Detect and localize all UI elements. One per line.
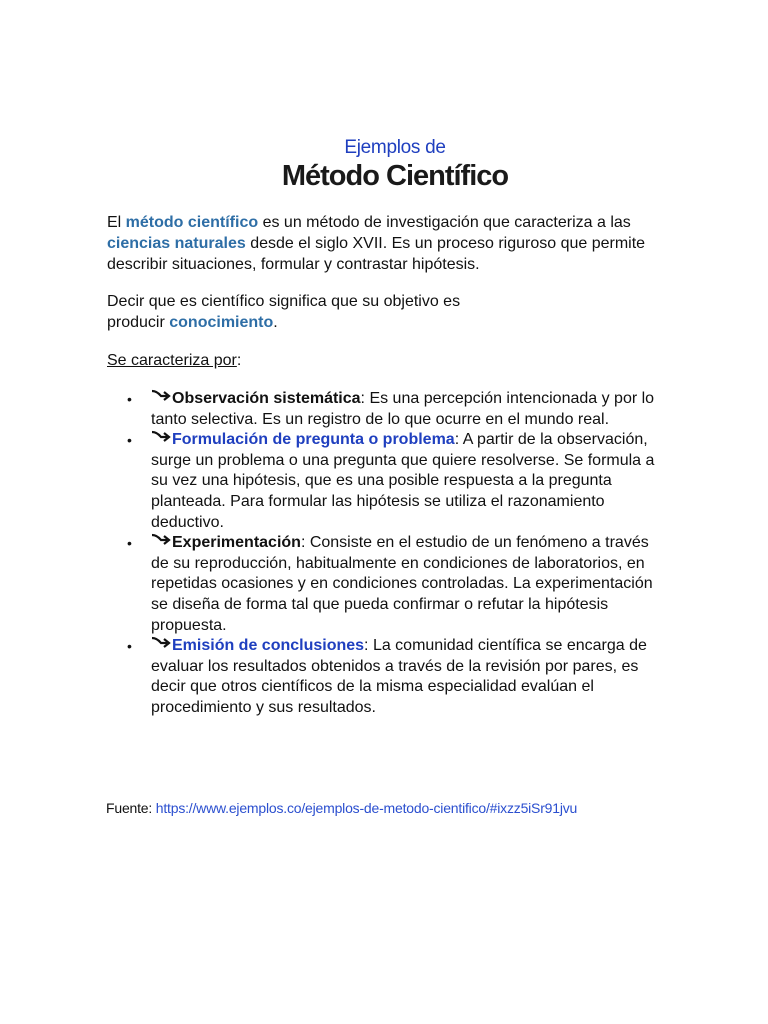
document-title: Método Científico [281, 160, 509, 192]
intro-text: Decir que es científico significa que su objetivo es producir [107, 293, 461, 331]
item-term: Emisión de conclusiones [172, 637, 365, 655]
intro-text: desde el siglo XVII. Es un proceso riguroso que permite describir situaciones, formular y contrastar hipótesis. [107, 235, 646, 273]
bullet-marker: • [127, 391, 132, 407]
curved-arrow-icon [151, 533, 171, 547]
intro-text: El [107, 214, 126, 231]
keyword-metodo-cientifico: método científico [125, 214, 259, 231]
curved-arrow-icon [151, 636, 171, 650]
keyword-ciencias-naturales: ciencias naturales [107, 235, 246, 252]
item-text: : Consiste en el estudio de un fenómeno a través de su reproducción, habitualmente en condiciones de laboratorios, en repetidas ocasiones y en condiciones controladas. La experimentación se diseña de forma tal que pueda confirmar o refutar la hipótesis propuesta. [151, 534, 653, 634]
characteristics-list [107, 389, 657, 719]
list-item [107, 636, 657, 718]
curved-arrow-icon [151, 430, 171, 444]
intro-paragraph-1 [107, 212, 667, 275]
list-lead-colon: : [236, 352, 242, 369]
item-text: : A partir de la observación, surge un problema o una pregunta que quiere resolverse. Se formula a su vez una hipótesis, que es una posible respuesta a la pregunta planteada. Para formular las hipótesis se utiliza el razonamiento deductivo. [151, 431, 655, 531]
intro-text: . [273, 314, 278, 331]
curved-arrow-icon [151, 389, 171, 403]
bullet-marker: • [127, 638, 132, 655]
list-item [107, 430, 657, 533]
item-term: Experimentación [172, 534, 301, 552]
source-label: Fuente: [106, 800, 156, 816]
item-text: : La comunidad científica se encarga de evaluar los resultados obtenidos a través de la revisión por pares, es decir que otros científicos de la misma especialidad evalúan el procedimiento y sus resultados. [151, 637, 647, 716]
intro-text: es un método de investigación que caracteriza a las [258, 214, 631, 231]
keyword-conocimiento: conocimiento [169, 314, 274, 331]
source-line [106, 800, 577, 816]
intro-paragraph-2 [107, 291, 507, 333]
document-subtitle: Ejemplos de [344, 137, 446, 158]
list-item [107, 389, 657, 430]
item-text: : Es una percepción intencionada y por lo tanto selectiva. Es un registro de lo que ocurre en el mundo real. [151, 390, 655, 428]
source-link[interactable]: https://www.ejemplos.co/ejemplos-de-metodo-cientifico/#ixzz5iSr91jvu [155, 800, 578, 816]
list-lead [107, 350, 241, 371]
list-item [107, 533, 657, 636]
list-lead-text: Se caracteriza por [107, 352, 237, 369]
item-term: Observación sistemática [172, 390, 361, 407]
bullet-marker: • [127, 432, 132, 449]
item-term: Formulación de pregunta o problema [172, 431, 455, 449]
bullet-marker: • [127, 535, 132, 552]
